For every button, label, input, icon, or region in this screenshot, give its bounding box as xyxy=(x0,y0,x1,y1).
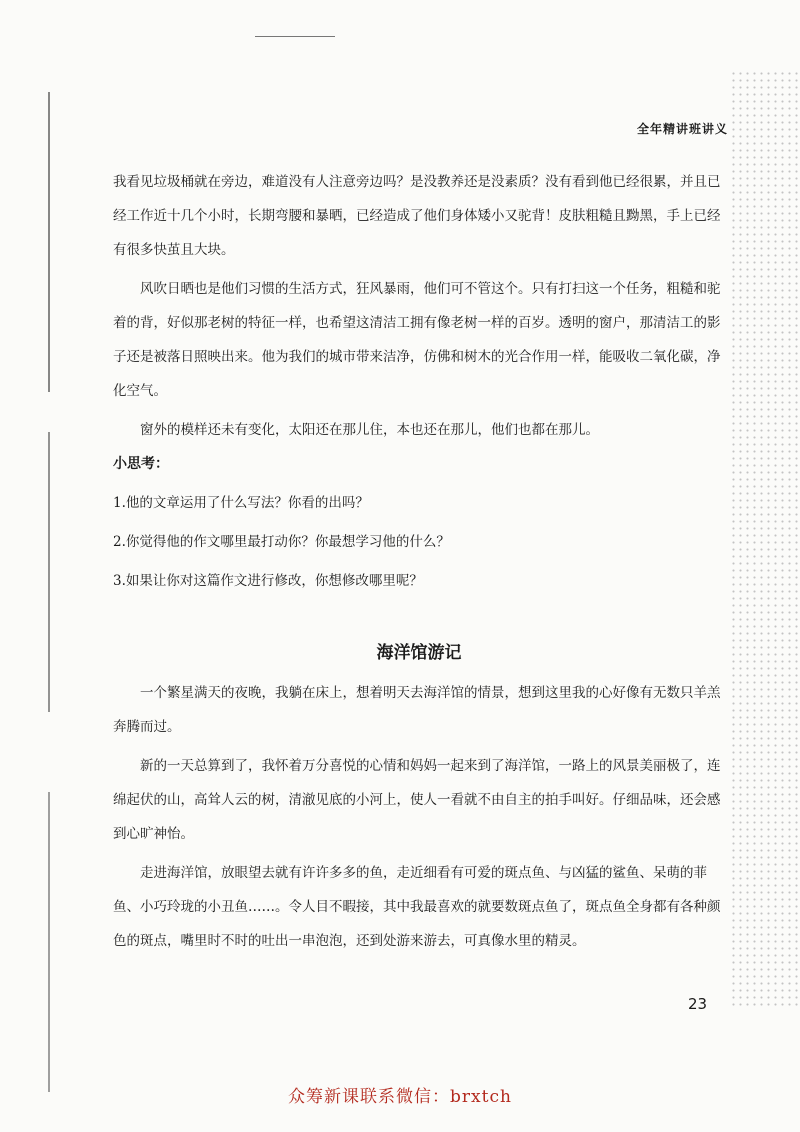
paragraph: 我看见垃圾桶就在旁边，难道没有人注意旁边吗？是没教养还是没素质？没有看到他已经很累，并且已经工作近十几个小时，长期弯腰和暴晒，已经造成了他们身体矮小又驼背！皮肤粗糙且黝黑，手上已经有很多快茧且大块。 xyxy=(113,174,721,258)
running-header: 全年精讲班讲义 xyxy=(636,122,728,136)
paragraph: 窗外的模样还未有变化，太阳还在那儿住，本也还在那儿，他们也都在那儿。 xyxy=(140,422,599,438)
paragraph: 走进海洋馆，放眼望去就有许许多多的鱼，走近细看有可爱的斑点鱼、与凶猛的鲨鱼、呆萌的菲鱼、小巧玲珑的小丑鱼……。令人目不暇接，其中我最喜欢的就要数斑点鱼了，斑点鱼全身都有各种颜色的斑点，嘴里时不时的吐出一串泡泡，还到处游来游去，可真像水里的精灵。 xyxy=(113,865,721,949)
scan-dot-texture xyxy=(730,70,800,1010)
paragraph: 一个繁星满天的夜晚，我躺在床上，想着明天去海洋馆的情景，想到这里我的心好像有无数只羊羔奔腾而过。 xyxy=(113,685,721,735)
paragraph: 风吹日晒也是他们习惯的生活方式，狂风暴雨，他们可不管这个。只有打扫这一个任务，粗糙和驼着的背，好似那老树的特征一样，也希望这清洁工拥有像老树一样的百岁。透明的窗户，那清洁工的影子还是被落日照映出来。他为我们的城市带来洁净，仿佛和树木的光合作用一样，能吸收二氧化碳，净化空气。 xyxy=(113,281,721,399)
paragraph: 新的一天总算到了，我怀着万分喜悦的心情和妈妈一起来到了海洋馆，一路上的风景美丽极了，连绵起伏的山，高耸人云的树，清澈见底的小河上，使人一看就不由自主的拍手叫好。仔细品味，还会感到心旷神怡。 xyxy=(113,758,721,842)
question-item: 2.你觉得他的作文哪里最打动你？你最想学习他的什么？ xyxy=(113,534,450,550)
question-item: 3.如果让你对这篇作文进行修改，你想修改哪里呢？ xyxy=(113,573,423,589)
essay-title: 海洋馆游记 xyxy=(376,643,462,663)
page-content xyxy=(113,165,725,958)
page-number: 23 xyxy=(688,995,708,1013)
question-item: 1.他的文章运用了什么写法？你看的出吗？ xyxy=(113,495,369,511)
footer-watermark: 众筹新课联系微信：brxtch xyxy=(288,1087,512,1107)
scan-top-mark xyxy=(255,36,335,37)
scan-edge-line xyxy=(48,92,50,1092)
think-heading: 小思考： xyxy=(113,456,169,472)
